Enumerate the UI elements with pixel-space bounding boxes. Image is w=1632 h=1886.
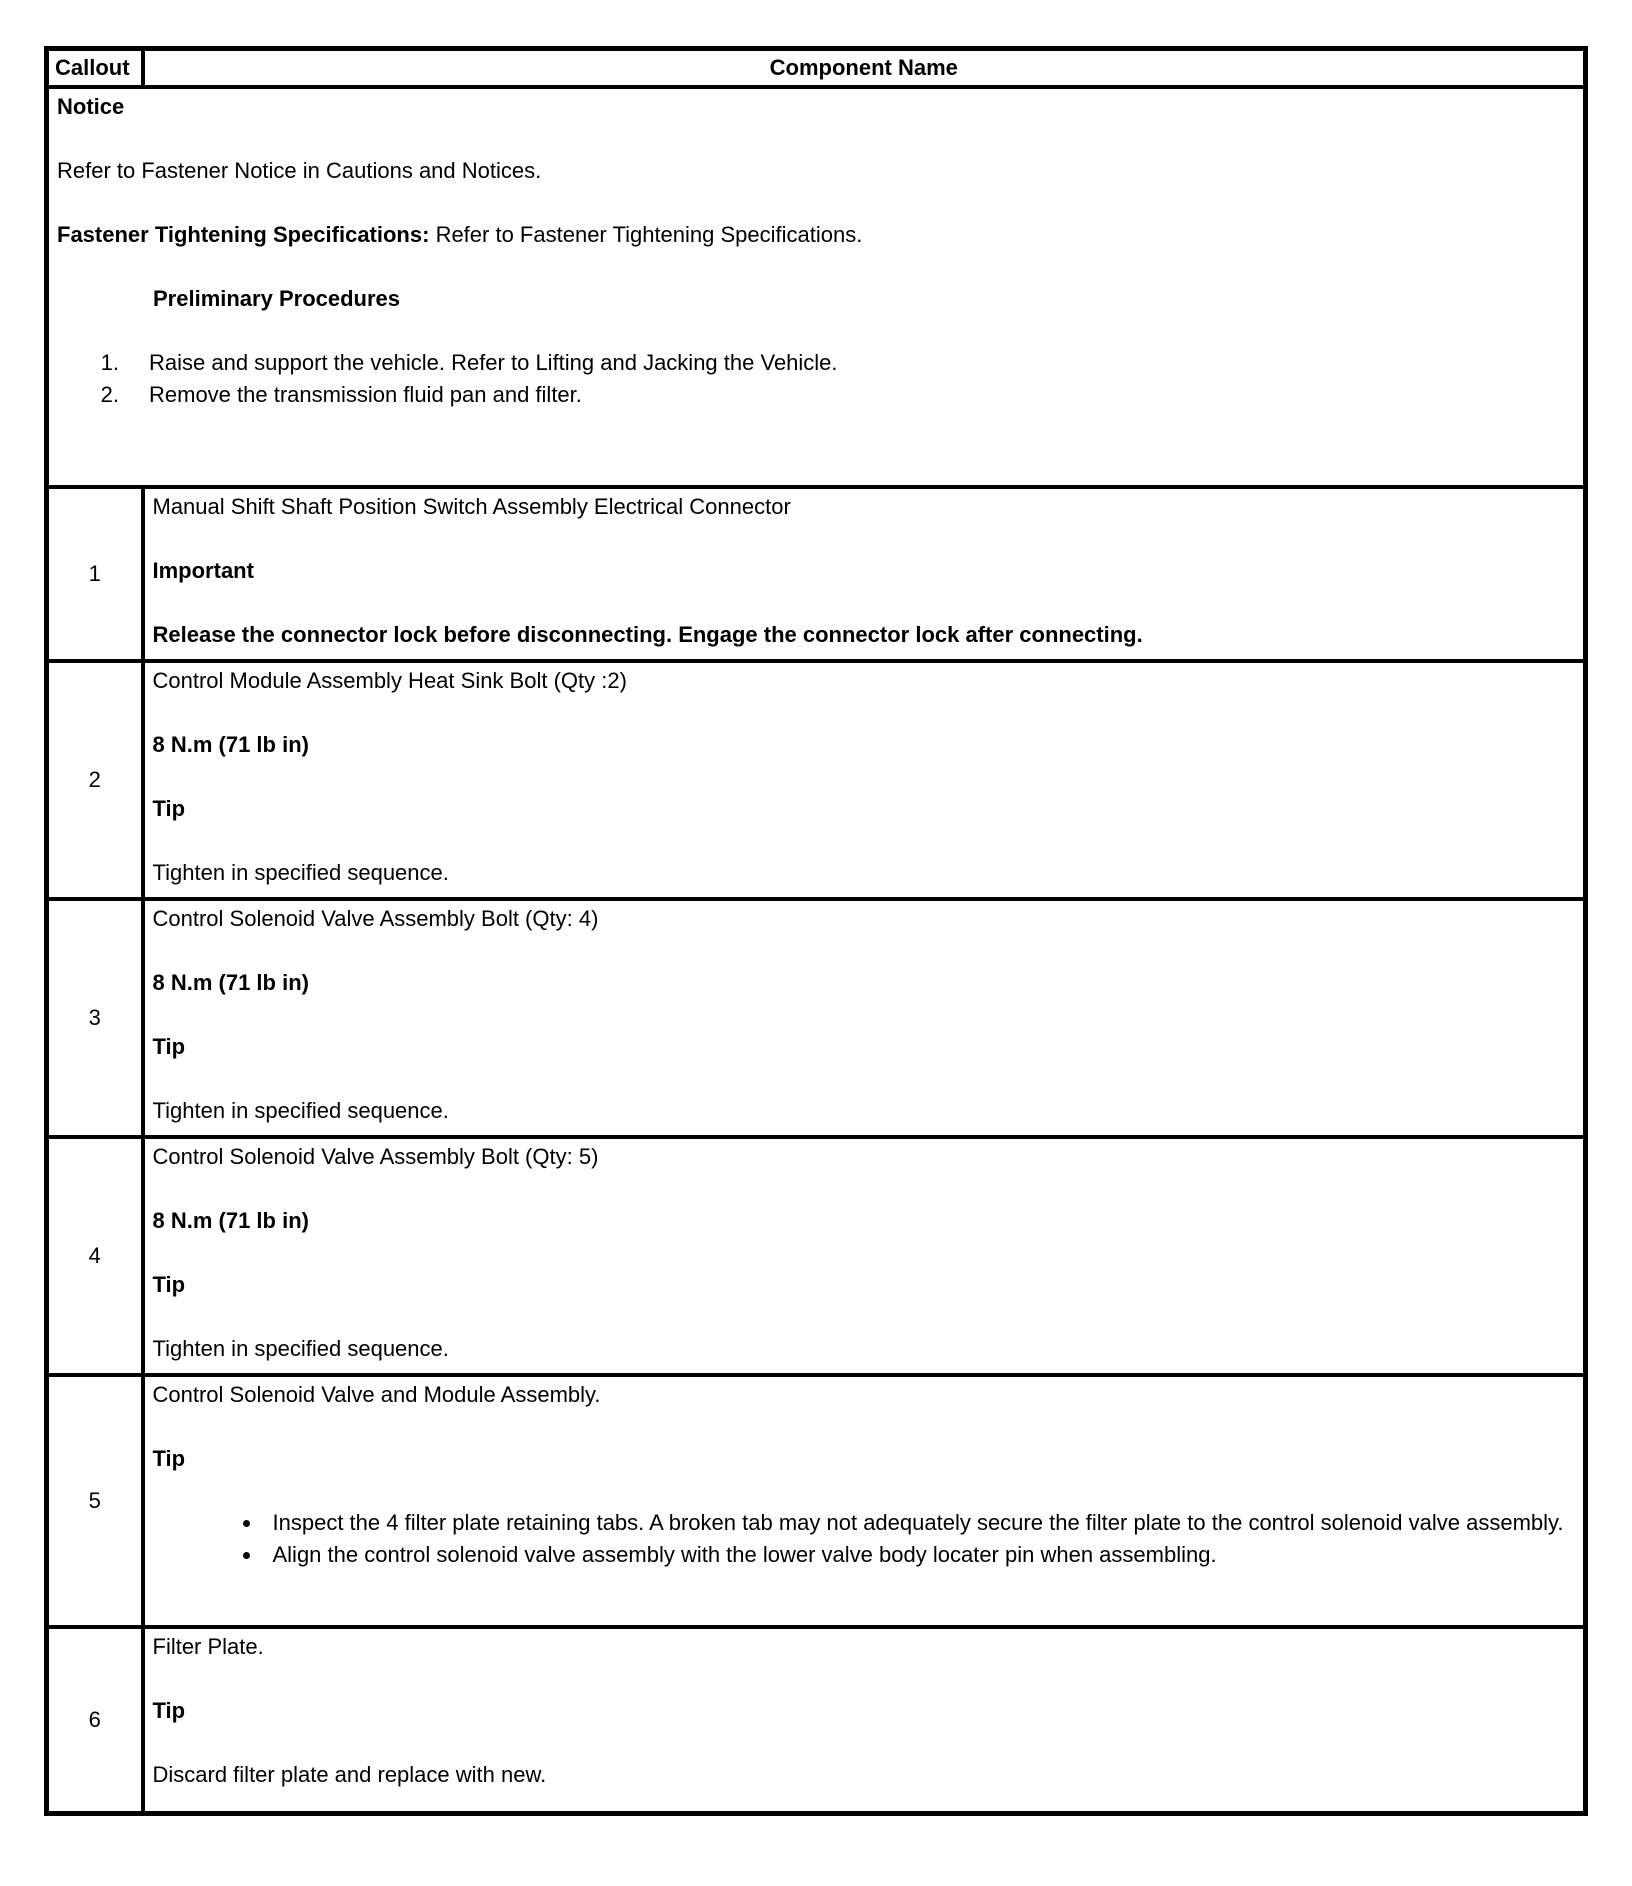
callout-number: 3 bbox=[47, 899, 143, 1137]
step-text: Remove the transmission fluid pan and filter. bbox=[149, 381, 582, 407]
tip-bullet-item: • Inspect the 4 filter plate retaining tabs. A broken tab may not adequately secure the filter plate to the control solenoid valve assembly. bbox=[263, 1507, 1576, 1539]
fastener-spec-line bbox=[57, 219, 1575, 251]
component-name: Control Module Assembly Heat Sink Bolt (Qty :2) bbox=[152, 667, 627, 693]
table-header-row bbox=[47, 49, 1586, 87]
callout-number: 6 bbox=[47, 1627, 143, 1814]
component-cell bbox=[143, 1137, 1586, 1375]
notice-refer-line: Refer to Fastener Notice in Cautions and Notices. bbox=[57, 157, 542, 183]
notice-cell bbox=[47, 87, 1586, 487]
callout-number: 4 bbox=[47, 1137, 143, 1375]
tip-label: Tip bbox=[152, 1445, 186, 1471]
component-row-3 bbox=[47, 899, 1586, 1137]
tip-text: Tighten in specified sequence. bbox=[152, 859, 449, 885]
component-name: Filter Plate. bbox=[152, 1633, 264, 1659]
callout-number: 2 bbox=[47, 661, 143, 899]
important-text: Release the connector lock before disconnecting. Engage the connector lock after connecting. bbox=[152, 621, 1143, 647]
notice-title: Notice bbox=[57, 93, 125, 119]
notice-row bbox=[47, 87, 1586, 487]
component-cell bbox=[143, 1627, 1586, 1814]
component-cell bbox=[143, 661, 1586, 899]
component-row-5 bbox=[47, 1375, 1586, 1627]
step-number: 1. bbox=[100, 349, 119, 375]
component-name: Control Solenoid Valve and Module Assembly. bbox=[152, 1381, 601, 1407]
tip-text: Tighten in specified sequence. bbox=[152, 1097, 449, 1123]
tip-label: Tip bbox=[152, 795, 186, 821]
component-cell bbox=[143, 487, 1586, 661]
tip-bullet-list bbox=[153, 1507, 1576, 1571]
component-name: Control Solenoid Valve Assembly Bolt (Qty: 5) bbox=[152, 1143, 599, 1169]
fastener-spec-text: Refer to Fastener Tightening Specifications. bbox=[435, 221, 863, 247]
component-row-1 bbox=[47, 487, 1586, 661]
tip-text: Discard filter plate and replace with new. bbox=[152, 1761, 547, 1787]
step-text: Raise and support the vehicle. Refer to Lifting and Jacking the Vehicle. bbox=[149, 349, 838, 375]
step-item bbox=[57, 379, 1575, 411]
component-name: Control Solenoid Valve Assembly Bolt (Qty: 4) bbox=[152, 905, 599, 931]
callout-column-header: Callout bbox=[47, 49, 143, 87]
fastener-spec-label: Fastener Tightening Specifications: bbox=[57, 221, 430, 247]
component-name: Manual Shift Shaft Position Switch Assembly Electrical Connector bbox=[152, 493, 791, 519]
important-label: Important bbox=[152, 557, 254, 583]
component-cell bbox=[143, 1375, 1586, 1627]
step-item bbox=[57, 347, 1575, 379]
component-callout-table bbox=[44, 46, 1588, 1816]
tip-bullet-item: • Align the control solenoid valve assembly with the lower valve body locater pin when assembling. bbox=[263, 1539, 1576, 1571]
step-number: 2. bbox=[100, 381, 119, 407]
tip-label: Tip bbox=[152, 1033, 186, 1059]
component-row-4 bbox=[47, 1137, 1586, 1375]
component-cell bbox=[143, 899, 1586, 1137]
component-row-6 bbox=[47, 1627, 1586, 1814]
torque-spec: 8 N.m (71 lb in) bbox=[152, 969, 309, 995]
preliminary-steps-list bbox=[57, 347, 1575, 411]
tip-label: Tip bbox=[152, 1697, 186, 1723]
torque-spec: 8 N.m (71 lb in) bbox=[152, 1207, 309, 1233]
component-row-2 bbox=[47, 661, 1586, 899]
preliminary-procedures-title: Preliminary Procedures bbox=[153, 285, 401, 311]
tip-text: Tighten in specified sequence. bbox=[152, 1335, 449, 1361]
tip-label: Tip bbox=[152, 1271, 186, 1297]
callout-number: 5 bbox=[47, 1375, 143, 1627]
callout-number: 1 bbox=[47, 487, 143, 661]
component-name-column-header: Component Name bbox=[143, 49, 1586, 87]
torque-spec: 8 N.m (71 lb in) bbox=[152, 731, 309, 757]
